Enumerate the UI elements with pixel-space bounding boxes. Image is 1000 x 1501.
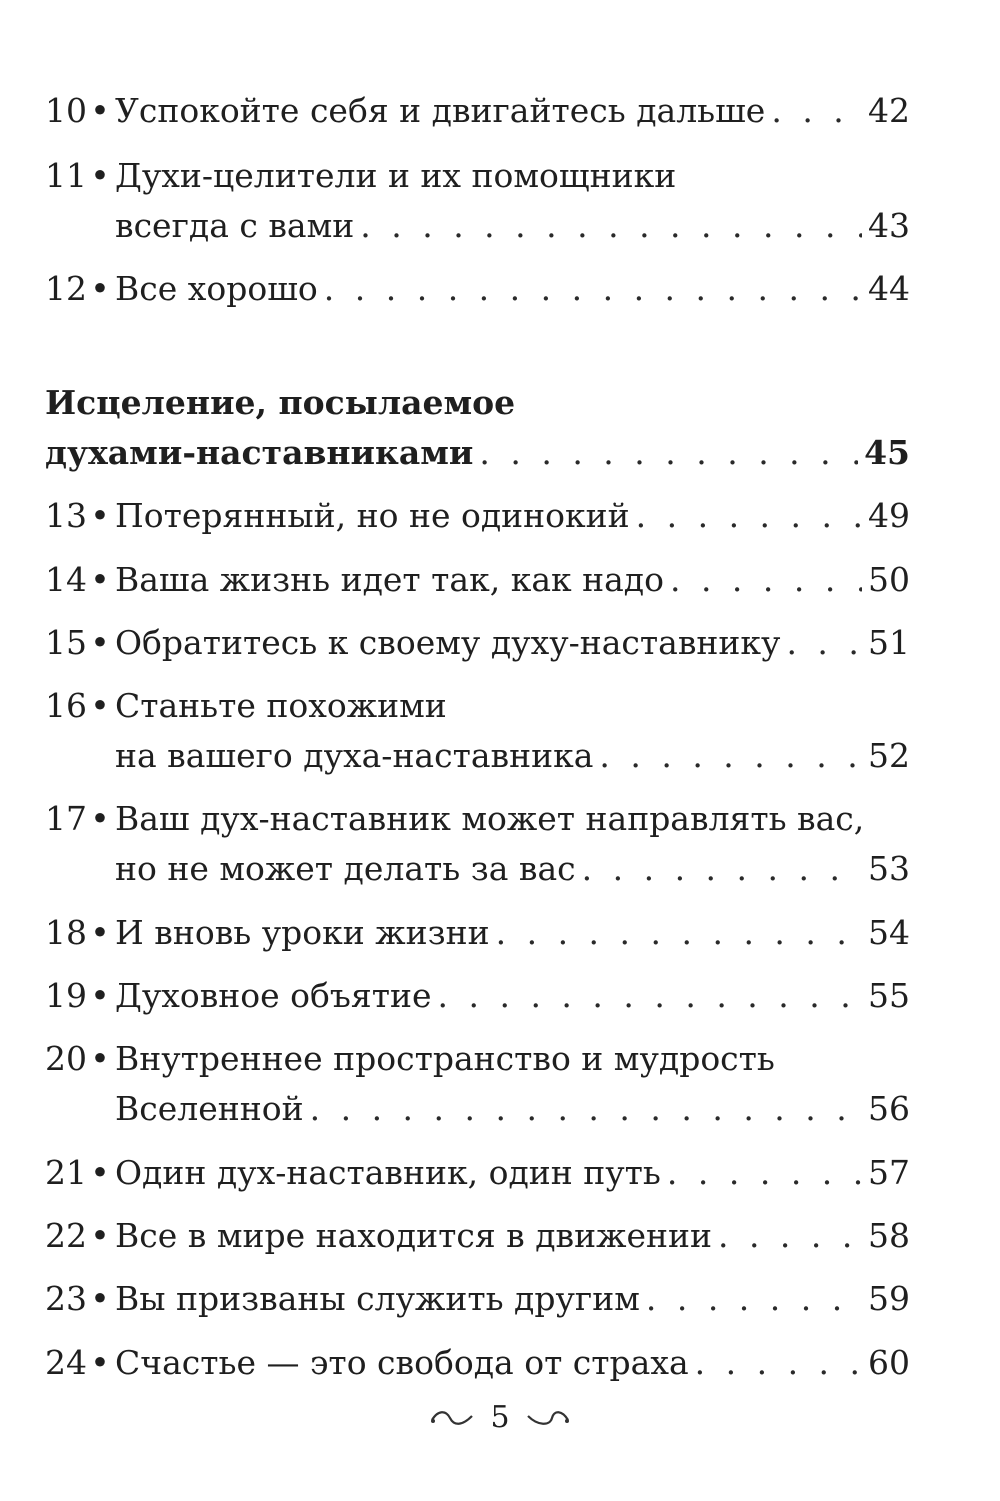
page-ref: 54	[868, 913, 910, 952]
toc-line	[45, 1337, 910, 1389]
toc-line	[45, 1210, 910, 1262]
chapter-title: Счастье — это свобода от страха	[115, 1343, 689, 1382]
chapter-number: 19	[45, 976, 87, 1015]
dot-leader	[646, 1273, 862, 1325]
chapter-number: 11	[45, 156, 87, 195]
dot-leader	[718, 1210, 862, 1262]
page-ref: 52	[868, 736, 910, 775]
chapter-title: Духи-целители и их помощники	[115, 156, 677, 195]
chapter-number: 14	[45, 560, 87, 599]
bullet-icon: •	[90, 1343, 110, 1382]
bullet-icon: •	[90, 1216, 110, 1255]
section-title: Исцеление, посылаемое	[45, 383, 516, 422]
toc-line	[45, 617, 910, 669]
chapter-title: Все хорошо	[115, 269, 318, 308]
bullet-icon: •	[90, 799, 110, 838]
chapter-title: Станьте похожими	[115, 686, 447, 725]
bullet-icon: •	[90, 686, 110, 725]
toc-entry[interactable]	[45, 490, 910, 542]
toc-line	[45, 730, 910, 782]
bullet-icon: •	[90, 976, 110, 1015]
chapter-title: но не может делать за вас	[115, 849, 576, 888]
toc-section[interactable]	[45, 377, 910, 479]
chapter-number: 21	[45, 1153, 87, 1192]
bullet-icon: •	[90, 496, 110, 535]
bullet-icon: •	[90, 1153, 110, 1192]
bullet-icon: •	[90, 913, 110, 952]
dot-leader	[771, 85, 862, 137]
chapter-title: Ваша жизнь идет так, как надо	[115, 560, 664, 599]
page-ref: 43	[868, 206, 910, 245]
page-ref: 56	[868, 1089, 910, 1128]
page-ref: 60	[868, 1343, 910, 1382]
page-footer	[0, 1400, 1000, 1435]
toc-entry[interactable]	[45, 1033, 910, 1135]
toc-line	[45, 680, 910, 732]
toc-entry[interactable]	[45, 970, 910, 1022]
chapter-number: 20	[45, 1039, 87, 1078]
toc-line	[45, 377, 910, 429]
swirl-left-icon	[428, 1408, 476, 1428]
page-ref: 59	[868, 1279, 910, 1318]
toc-entry[interactable]	[45, 1273, 910, 1325]
toc-line	[45, 200, 910, 252]
toc-line	[45, 907, 910, 959]
chapter-title: Внутреннее пространство и мудрость	[115, 1039, 775, 1078]
page-ref: 57	[868, 1153, 910, 1192]
dot-leader	[438, 970, 862, 1022]
chapter-title: Один дух-наставник, один путь	[115, 1153, 661, 1192]
toc-entry[interactable]	[45, 1337, 910, 1389]
toc-entry[interactable]	[45, 1147, 910, 1199]
page-number: 5	[490, 1400, 510, 1435]
chapter-number: 16	[45, 686, 87, 725]
chapter-number: 10	[45, 91, 87, 130]
toc-line	[45, 843, 910, 895]
bullet-icon: •	[90, 560, 110, 599]
dot-leader	[582, 843, 862, 895]
bullet-icon: •	[90, 156, 110, 195]
toc-line	[45, 85, 910, 137]
bullet-icon: •	[90, 1039, 110, 1078]
chapter-title: Ваш дух-наставник может направлять вас,	[115, 799, 865, 838]
bullet-icon: •	[90, 91, 110, 130]
dot-leader	[636, 490, 862, 542]
page-ref: 53	[868, 849, 910, 888]
page-ref: 42	[868, 91, 910, 130]
chapter-title: Духовное объятие	[115, 976, 432, 1015]
toc-entry[interactable]	[45, 150, 910, 252]
toc-entry[interactable]	[45, 85, 910, 137]
chapter-number: 24	[45, 1343, 87, 1382]
chapter-number: 15	[45, 623, 87, 662]
page-ref: 44	[868, 269, 910, 308]
dot-leader	[667, 1147, 862, 1199]
toc-entry[interactable]	[45, 263, 910, 315]
dot-leader	[324, 263, 862, 315]
chapter-number: 22	[45, 1216, 87, 1255]
dot-leader	[670, 554, 862, 606]
dot-leader	[360, 200, 862, 252]
dot-leader	[479, 427, 858, 479]
page-ref: 50	[868, 560, 910, 599]
toc-line	[45, 1033, 910, 1085]
toc-line	[45, 1273, 910, 1325]
bullet-icon: •	[90, 623, 110, 662]
dot-leader	[599, 730, 862, 782]
toc-line	[45, 554, 910, 606]
toc-line	[45, 793, 910, 845]
chapter-title: на вашего духа-наставника	[115, 736, 594, 775]
chapter-title: Успокойте себя и двигайтесь дальше	[115, 91, 766, 130]
toc-entry[interactable]	[45, 907, 910, 959]
chapter-title: Потерянный, но не одинокий	[115, 496, 630, 535]
toc-line	[45, 970, 910, 1022]
chapter-number: 18	[45, 913, 87, 952]
toc-line	[45, 150, 910, 202]
dot-leader	[496, 907, 862, 959]
chapter-number: 12	[45, 269, 87, 308]
toc-line	[45, 1147, 910, 1199]
chapter-title: всегда с вами	[115, 206, 355, 245]
chapter-number: 23	[45, 1279, 87, 1318]
page-ref: 58	[868, 1216, 910, 1255]
toc-entry[interactable]	[45, 554, 910, 606]
chapter-title: Вселенной	[115, 1089, 304, 1128]
toc-entry[interactable]	[45, 680, 910, 782]
toc-line	[45, 1083, 910, 1135]
toc-line	[45, 263, 910, 315]
dot-leader	[786, 617, 862, 669]
swirl-right-icon	[524, 1408, 572, 1428]
bullet-icon: •	[90, 269, 110, 308]
dot-leader	[695, 1337, 862, 1389]
chapter-number: 13	[45, 496, 87, 535]
chapter-title: Обратитесь к своему духу-наставнику	[115, 623, 781, 662]
page-ref: 45	[864, 433, 910, 472]
toc-entry[interactable]	[45, 793, 910, 895]
page-ref: 51	[868, 623, 910, 662]
toc-entry[interactable]	[45, 1210, 910, 1262]
toc-entry[interactable]	[45, 617, 910, 669]
chapter-number: 17	[45, 799, 87, 838]
chapter-title: Вы призваны служить другим	[115, 1279, 640, 1318]
dot-leader	[310, 1083, 862, 1135]
toc-line	[45, 490, 910, 542]
chapter-title: И вновь уроки жизни	[115, 913, 490, 952]
toc-line	[45, 427, 910, 479]
section-title: духами-наставниками	[45, 433, 474, 472]
page-ref: 55	[868, 976, 910, 1015]
page-ref: 49	[868, 496, 910, 535]
chapter-title: Все в мире находится в движении	[115, 1216, 712, 1255]
bullet-icon: •	[90, 1279, 110, 1318]
